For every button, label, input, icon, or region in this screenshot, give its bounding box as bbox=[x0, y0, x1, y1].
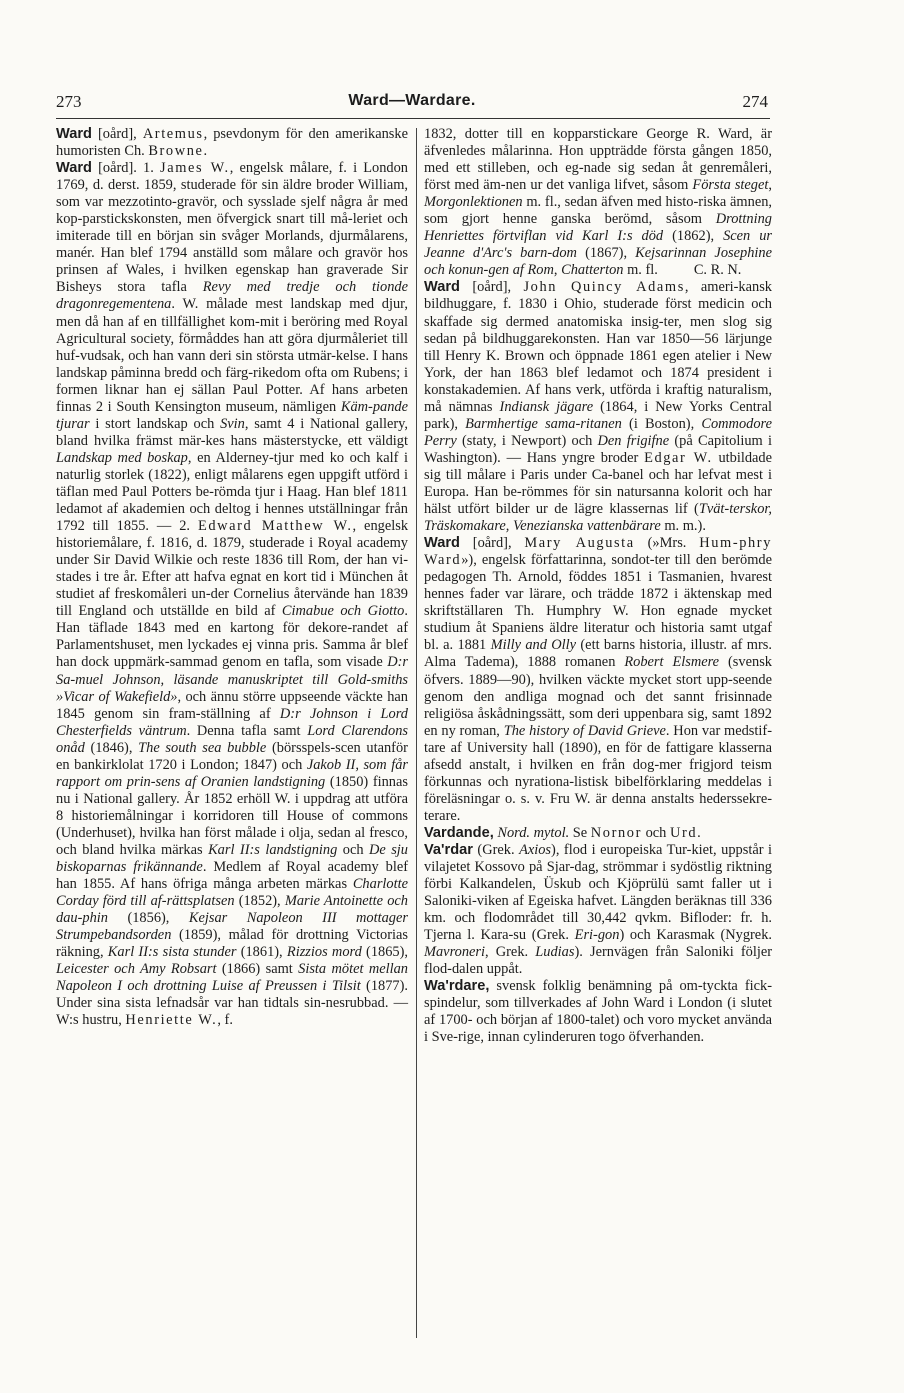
text: , bbox=[553, 262, 562, 279]
text: , en Alderney-tjur med ko och kalf i naturlig storlek (1822), enligt målarens egen uppgift utförd i täflan med Paul Potters be-römda tjur i Haag. Han blef 1811 ledamot af akademien och deltog i hennes utställningar från 1792 till 1855. — 2. bbox=[56, 449, 408, 535]
work-title: Landskap med boskap bbox=[56, 449, 188, 466]
headword: Vardande, bbox=[424, 824, 494, 841]
name-spaced: Edgar W. bbox=[644, 449, 713, 466]
text: , f. bbox=[217, 1012, 233, 1029]
text: [oård], bbox=[472, 279, 524, 296]
text: (»Mrs. bbox=[634, 535, 700, 552]
text: , och ännu större uppseende väckte han 1845 genom sin fram-ställning af bbox=[56, 688, 408, 722]
work-title: Marie Antoinette och dau-phin bbox=[56, 893, 408, 927]
work-title: Karl II:s landstigning bbox=[208, 841, 338, 858]
text: (1862), bbox=[663, 228, 724, 245]
text: (svensk öfvers. 1889—90), hvilken väckte mycket stort upp-seende genom den andliga mognad och det sannt frisinnade religiösa åskådningssätt, som deri uppenbara sig, samt 1892 en ny roman, bbox=[424, 654, 772, 739]
text: (1865), bbox=[361, 944, 408, 961]
text: . Denna tafla samt bbox=[186, 722, 308, 739]
work-title: Drottning Henriettes förtviflan vid Karl I:s död bbox=[424, 211, 772, 245]
name-spaced: Henriette W. bbox=[125, 1012, 218, 1029]
work-title: De sju biskoparnas frikännande bbox=[56, 841, 408, 876]
headword: Wa'rdare, bbox=[424, 978, 490, 995]
work-title: D:r Sa-muel Johnson, läsande manuskriptet till Gold-smiths »Vicar of Wakefield» bbox=[56, 654, 408, 705]
page-header bbox=[56, 92, 768, 114]
field-abbrev: Nord. mytol. bbox=[497, 824, 570, 841]
text: i stort landskap och bbox=[89, 415, 221, 432]
work-title: Den frigifne bbox=[597, 432, 670, 449]
header-rule bbox=[56, 118, 770, 119]
work-title: Morgonlektionen bbox=[424, 194, 523, 211]
work-title: Jakob II, som får rapport om prin-sens af Oranien landstigning bbox=[56, 756, 408, 790]
running-title: Ward—Wardare. bbox=[348, 92, 476, 109]
headword: Va'rdar bbox=[424, 841, 473, 858]
text: ), flod i europeiska Tur-kiet, uppstår i vilajetet Kossovo på Sjar-dag, strömmar i sydöstlig riktning förbi Kalkandelen, Üskub och Kjöprülü samt faller ut i Saloniki-viken af Egeiska hafvet. Längden beräknas till 336 km. och flodområdet till 30,442 qvkm. Bifloder: fr. h. Tjerna l. Kara-su (Grek. bbox=[424, 841, 772, 944]
foreign-term: Eri-gon bbox=[574, 927, 620, 944]
text: svensk folklig benämning på om-tyckta fick-spindelur, som tillverkades af John Ward i London (i slutet af 1700- och början af 1800-talet) och voro mycket använda i Sve-rige, innan cylinderuren togo öfverhanden. bbox=[424, 978, 772, 1046]
foreign-term: Axios bbox=[519, 841, 552, 858]
work-title: Milly and Olly bbox=[490, 637, 577, 654]
text: (börsspels-scen utanför en bankirklolat 1720 i London; 1847) och bbox=[56, 739, 408, 773]
text: (1864, i New Yorks Central park), bbox=[424, 398, 772, 432]
text: 1832, dotter till en kopparstickare George R. Ward, är äfvenledes målarinna. Hon uppträdde första gången 1850, med ett stilleben, och eg-nade sig sedan åt genremåleri, först med äm-nen ur det vanliga lifvet, såsom bbox=[424, 126, 772, 194]
entry-continuation-henriette bbox=[424, 126, 772, 279]
name-spaced: Edward Matthew W. bbox=[197, 518, 353, 535]
work-title: Chatterton bbox=[561, 262, 624, 279]
work-title: Tvät-terskor, Träskomakare, Venezianska vattenbärare bbox=[424, 501, 772, 535]
text: (1866) samt bbox=[216, 961, 299, 978]
entry-ward-john-quincy-adams bbox=[424, 279, 772, 535]
text: Se bbox=[569, 824, 591, 841]
text: (Grek. bbox=[472, 841, 520, 858]
entry-wardare bbox=[424, 978, 772, 1046]
text: (på Capitolium i Washington). — Hans yngre broder bbox=[424, 432, 772, 466]
work-title: Leicester och Amy Robsart bbox=[56, 961, 217, 978]
text: , psevdonym för den amerikanske humoristen Ch. bbox=[56, 126, 408, 160]
text: , bbox=[768, 177, 772, 194]
text: och bbox=[337, 841, 369, 858]
work-title: Commodore Perry bbox=[424, 415, 772, 449]
text: (1856), bbox=[107, 910, 189, 927]
page-number-left: 273 bbox=[56, 92, 82, 111]
headword: Ward bbox=[424, 279, 460, 296]
text: , samt 4 i National gallery, bland hvilka främst mär-kes hans mästerstycke, ett väldigt bbox=[56, 415, 408, 449]
work-title: Rizzios mord bbox=[286, 944, 362, 961]
text: , engelsk historiemålare, f. 1816, d. 1879, studerade i Royal academy under Sir David Wilkie och reste 1836 till Rom, der han vi-stades i tre år. Efter att hafva egnat en kort tid i München åt studiet af freskomåleri un-der Cornelius återvände han 1839 till England och utställde en bild af bbox=[56, 518, 409, 620]
name-spaced: Hum-phry Ward bbox=[424, 535, 772, 569]
name-spaced: Artemus bbox=[142, 126, 204, 142]
work-title: The south sea bubble bbox=[138, 739, 267, 756]
text: . bbox=[203, 143, 208, 160]
text: m. fl., sedan äfven med histo-riska ämnen, som gjort henne ganska berömd, såsom bbox=[424, 194, 772, 228]
column-divider bbox=[416, 128, 417, 1338]
entry-ward-artemus bbox=[56, 126, 408, 160]
name-spaced: Browne bbox=[148, 143, 204, 160]
work-title: Indiansk jägare bbox=[499, 398, 594, 415]
text: ). Jernvägen från Saloniki följer flod-dalen uppåt. bbox=[424, 944, 772, 978]
text: (staty, i Newport) och bbox=[456, 432, 598, 449]
work-title: Karl II:s sista stunder bbox=[107, 944, 237, 961]
work-title: The history of David Grieve bbox=[503, 722, 666, 739]
work-title: D:r Johnson i Lord Chesterfields väntrum bbox=[56, 705, 408, 739]
right-column bbox=[424, 126, 772, 1047]
text: , Grek. bbox=[485, 944, 536, 961]
name-spaced: James W. bbox=[160, 160, 230, 177]
text: . Han täflade 1843 med en kartong för dekore-randet af Parlamentshuset, men lyckades ej vinna pris. Samma år blef han dock uppmärk-sammad genom en tafla, som visade bbox=[56, 603, 408, 671]
text: »), engelsk författarinna, sondot-ter till den berömde pedagogen Th. Arnold, föddes 1851 i Tasmanien, hvarest hennes fader var lärare, och trädde 1872 i äktenskap med skriftställaren Th. Humphry W. Hon egnade mycket studium åt Spaniens äldre literatur och historia samt utgaf bl. a. 1881 bbox=[424, 552, 772, 654]
entry-ward-mary-augusta bbox=[424, 535, 772, 825]
text: (1846), bbox=[84, 739, 139, 756]
text: , engelsk målare, f. i London 1769, d. derst. 1859, studerade för sin äldre broder William, som var mezzotinto-gravör, och sysslade sjelf några år med kop-parstickskonsten, men öfvergick snart till må-leriet och imiterade till en början sin svåger Morlands, djurmålarens, manér. Han blef 1794 anställd som målare och gravör hos prinsen af Wales, i hvilken egenskap han graverade Sir Bisheys stora tafla bbox=[56, 160, 408, 296]
headword: Ward bbox=[56, 160, 92, 177]
text: , ameri-kansk bildhuggare, f. 1830 i Ohio, studerade först medicin och skaffade sig dermed anatomiska insig-ter, men slog sig sedan på bildhuggarekonsten. Han var 1850—56 lärjunge till Henry K. Brown och öppnade 1861 egen atelier i New York, der han 1863 blef ledamot och 1874 president i konstakademien. Af hans verk, utförda i kraftig naturalism, må nämnas bbox=[424, 279, 772, 415]
entry-ward-james-edward bbox=[56, 160, 408, 1029]
foreign-term: Ludias bbox=[535, 944, 575, 961]
text: . bbox=[697, 824, 701, 841]
work-title: Sista mötet mellan Napoleon I och drottning Luise af Preussen i Tilsit bbox=[56, 961, 408, 995]
work-title: Kejsarinnan Josephine och konun-gen af Rom bbox=[424, 245, 772, 279]
text: (1867), bbox=[576, 245, 636, 262]
text: m. m.). bbox=[660, 518, 706, 535]
name-spaced: John Quincy Adams bbox=[523, 279, 685, 296]
text: utbildade sig till målare i Paris under Ca-banel och har lefvat mest i Europa. Han be-römmes för sin natursanna kolorit och har hälst utfört bilder ur de lägre klassernas lif ( bbox=[424, 449, 772, 518]
left-column bbox=[56, 126, 408, 1029]
text: (1861), bbox=[236, 944, 287, 961]
work-title: Robert Elsmere bbox=[624, 654, 720, 671]
entry-vardande bbox=[424, 825, 772, 842]
text: och bbox=[641, 824, 670, 841]
cross-reference: Urd bbox=[669, 824, 698, 841]
entry-vardar bbox=[424, 842, 772, 978]
author-signature: m. fl. C. R. N. bbox=[623, 262, 742, 279]
page-number-right: 274 bbox=[742, 92, 768, 111]
work-title: Käm-pande tjurar bbox=[56, 398, 408, 432]
text: (1850) finnas nu i National gallery. År 1852 erhöll W. i uppdrag att utföra 8 historiemålningar i korridoren till House of commons (Underhuset), hvilka han först målade i olja, sedan al fresco, och bland hvilka märkas bbox=[56, 773, 408, 858]
work-title: Scen ur Jeanne d'Arc's barn-dom bbox=[424, 228, 772, 262]
text: (1877). Under sina sista lefnadsår var han tidtals sin-nesrubbad. — W:s hustru, bbox=[56, 978, 409, 1029]
text: [oård], bbox=[472, 535, 525, 552]
work-title: Charlotte Corday förd till af-rättsplatsen bbox=[56, 876, 408, 910]
headword: Ward bbox=[424, 535, 460, 552]
text: . Medlem af Royal academy blef han 1855. Af hans öfriga många arbeten märkas bbox=[56, 859, 409, 893]
work-title: Första steget bbox=[692, 177, 769, 194]
work-title: Svin bbox=[220, 415, 245, 432]
name-spaced: Mary Augusta bbox=[524, 535, 635, 552]
text: . W. målade mest landskap med djur, men då han af en tillfällighet kom-mit i beröring med Royal Agricultural society, förmåddes han att göra djurmåleriet till huf-vudsak, och han vann deri sin största utmär-kelse. I hans landskap påminna bredd och färg-rikedom ofta om Rubens; i formen liknar han ej sällan Paul Potter. Af hans arbeten finnas 2 i South Kensington museum, nämligen bbox=[56, 296, 408, 415]
text: (1852), bbox=[234, 893, 285, 910]
cross-reference: Nornor bbox=[590, 824, 642, 841]
text: (1859), målad för drottning Victorias räkning, bbox=[56, 927, 408, 961]
text: [oård]. 1. bbox=[98, 160, 160, 177]
work-title: Cimabue och Giotto bbox=[281, 603, 405, 620]
text: . Hon var medstif-tare af University hall (1890), en för de fattigare klasserna afsedd anstalt, i hvilken en från dog-mer frigjord teism förkunnas och nyrationa-listisk bibelförklaring meddelas i föreläsningar o. s. v. Fru W. är denna anstalts hederssekre-terare. bbox=[424, 722, 772, 824]
work-title: Kejsar Napoleon III mottager Strumpebandsorden bbox=[56, 910, 408, 944]
work-title: Lord Clarendons onåd bbox=[56, 722, 408, 756]
work-title: Barmhertige sama-ritanen bbox=[465, 415, 622, 432]
text: ) och Karasmak (Nygrek. bbox=[619, 927, 772, 944]
headword: Ward bbox=[56, 126, 92, 142]
text: [oård], bbox=[98, 126, 143, 142]
work-title: Revy med tredje och tionde dragonregementena bbox=[56, 279, 408, 313]
text: (i Boston), bbox=[621, 415, 702, 432]
foreign-term: Mavroneri bbox=[424, 944, 486, 961]
text: (ett barns historia, illustr. af mrs. Alma Tadema), 1888 romanen bbox=[424, 637, 772, 671]
